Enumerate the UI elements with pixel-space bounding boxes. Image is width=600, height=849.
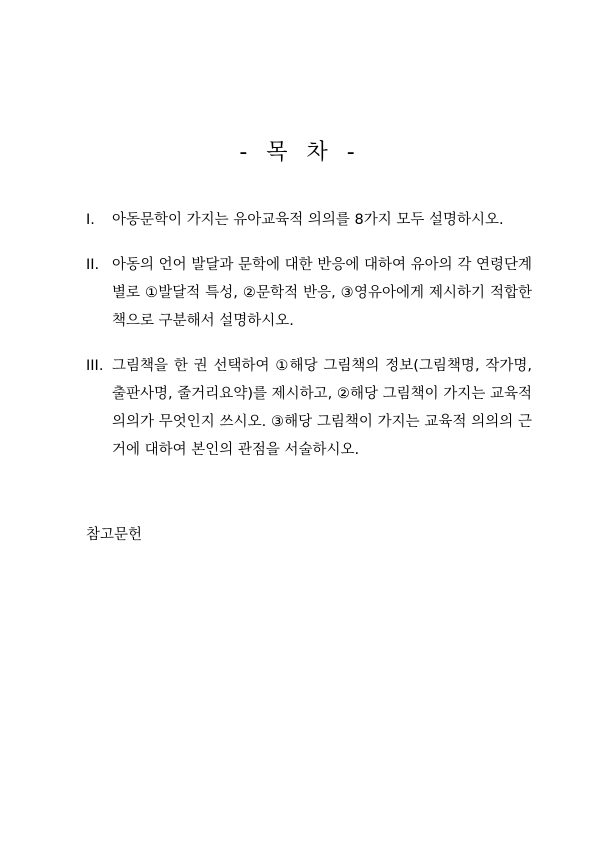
toc-item-1 <box>86 206 532 234</box>
toc-item-text: 아동의 언어 발달과 문학에 대한 반응에 대하여 유아의 각 연령단계별로 ①발달적 특성, ②문학적 반응, ③영유아에게 제시하기 적합한 책으로 구분해서 설명하시오. <box>112 257 532 329</box>
toc-item-3 <box>86 352 532 464</box>
table-of-contents <box>86 206 532 464</box>
toc-item-2 <box>86 251 532 335</box>
toc-item-text: 아동문학이 가지는 유아교육적 의의를 8가지 모두 설명하시오. <box>112 212 504 228</box>
toc-item-text: 그림책을 한 권 선택하여 ①해당 그림책의 정보(그림책명, 작가명, 출판사명, 줄거리요약)를 제시하고, ②해당 그림책이 가지는 교육적 의의가 무엇인지 쓰시오. ③해당 그림책이 가지는 교육적 의의의 근거에 대하여 본인의 관점을 서술하시오. <box>112 358 532 458</box>
toc-item-number: I. <box>86 212 95 228</box>
toc-item-number: III. <box>86 358 104 374</box>
references-heading: 참고문헌 <box>86 527 143 543</box>
toc-item-number: II. <box>86 257 100 273</box>
page-title: - 목 차 - <box>239 140 361 165</box>
